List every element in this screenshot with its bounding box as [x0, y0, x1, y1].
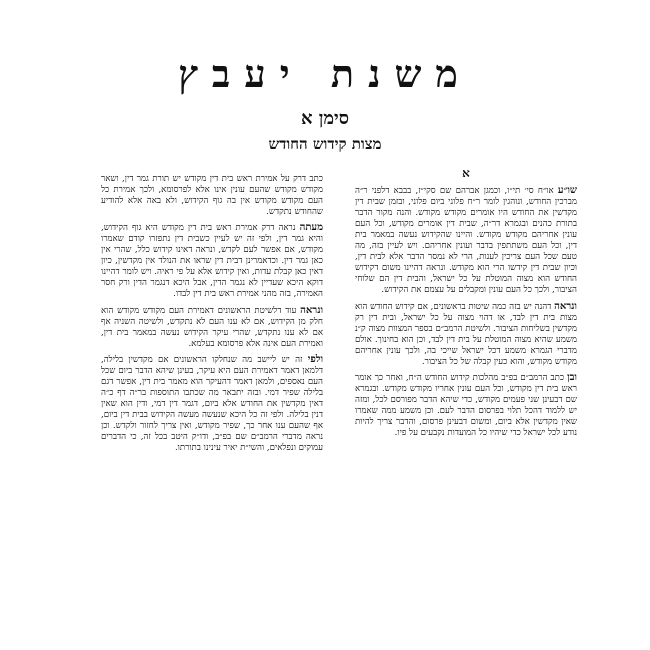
paragraph-text: או״ח סי׳ תי״ו, וכמגן אברהם שם סקי״ז, בבבא דלפני ר״ה מברכין החודש, ונוהגין לומר ר״ח פלוני ביום פלוני, ובזמן שבית דין מקדשין את החודש היו אומרים מקודש מקודש. והנה מקור הדבר בתורת כהנים ובגמרא דר״ה, שבית דין אומרים מקודש, וכל העם עונין אחריהם מקודש מקודש. והיינו שהקידוש נעשה במאמר בית דין, וכל העם משתתפין בדבר ועונין אחריהם. ויש לעיין בזה, מה טעם שכל העם צריכין לענות, הרי לא נמסר הדבר אלא לבית דין, וכיון שבית דין קידשו הרי הוא מקודש. ונראה דהיינו משום דקידוש החודש הוא מצוה המוטלת על כל ישראל, והבית דין הם שלוחי הציבור, ולכך כל העם עונין ומקבלים על עצמם את הקידוש.	[355, 186, 577, 296]
paragraph-lead-word: ולפי	[307, 353, 323, 365]
mitzvah-heading: מצות קידוש החודש	[268, 135, 382, 153]
paragraph	[355, 301, 577, 368]
paragraph-lead-word: שו״ע	[557, 185, 577, 197]
paragraph	[101, 173, 323, 218]
paragraph-text: זה יש ליישב מה שנחלקו הראשונים אם מקדשין בלילה, דלמאן דאמר דאמירת העם היא עיקר, בעינן שיהא הדבר ביום שכל העם נאספים, ולמאן דאמר דהעיקר הוא מאמר בית דין, אפשר דגם בלילה שפיר דמי. ובזה יתבאר מה שכתבו התוספות בר״ה דף כ״ה דאין מקדשין את החודש אלא ביום, דגמר דין דמי, ודין הוא שאין דנין בלילה. ולפי זה כל היכא שנעשה מעשה הקידוש בבית דין ביום, אף שהעם ענו אחר כך, שפיר מקודש, ואין צריך לחזור ולקדש. וכן נראה מדברי הרמב״ם שם בפ״ב, ודו״ק היטב בכל זה, כי הדברים עמוקים ונפלאים, והשי״ת יאיר עינינו בתורתו.	[101, 354, 323, 454]
paragraph	[355, 185, 577, 296]
book-title: משנת יעבץ	[178, 51, 472, 96]
paragraph-text: כתב הרמב״ם בפ״ב מהלכות קידוש החודש ה״ח, ואחר כך אומר ראש בית דין מקודש, וכל העם עונין אחריו מקודש מקודש. ובגמרא שם דבעינן שני פעמים מקודש, כדי שיהא הדבר מפורסם לכל, ומזה יש ללמוד דהכל תלוי בפרסום הדבר לעם. וכן משמע ממה שאמרו שאין מקדשין אלא ביום, ומשום דבעינן פרסום, והדבר צריך להיות נודע לכל ישראל כדי שיהיו כל המועדות נקבעים על פיו.	[355, 372, 577, 439]
paragraph	[101, 305, 323, 350]
section-letter: א	[462, 168, 470, 180]
paragraph-text: נראה דרק אמירת ראש בית דין מקודש היא גוף הקידוש, והיא גמר דין, ולפי זה יש לעיין כשבית דין נתפזרו קודם שאמרו מקודש, אם אפשר לעם לקדש, ונראה דאינו קידוש כלל, שהרי אין כאן גמר דין. וכדאמרינן דבית דין שראו את הנולד אין מקדשין, כיון דאין כאן קבלת עדות, ואין קידוש אלא על פי ראיה. ויש לומר דהיינו דוקא היכא שעדיין לא נגמר הדין, אבל היכא דנגמר הדין ורק חסר האמירה, בזה מהני אמירת ראש בית דין לבדו.	[101, 223, 323, 300]
paragraph	[101, 354, 323, 454]
paragraph-lead-word: ונראה	[554, 300, 577, 312]
paragraph-lead-word: ובן	[567, 371, 577, 383]
paragraph	[355, 372, 577, 439]
paragraph-lead-word: מעתה	[299, 222, 323, 234]
paragraph-text: עוד דלשיטת הראשונים דאמירת העם מקודש מקודש הוא חלק מן הקידוש, אם לא ענו העם לא נתקדש, ולשיטה השניה אף אם לא ענו נתקדש, שהרי עיקר הקידוש נעשה במאמר בית דין, ואמירת העם אינה אלא פרסומא בעלמא.	[101, 305, 323, 349]
left-text-column	[101, 173, 323, 553]
paragraph-text: כתב דרק על אמירת ראש בית דין מקודש יש תורת גמר דין, ושאר מקודש מקודש שהעם עונין אינו אלא לפרסומא, ולכך אמירת כל העם מקודש מקודש אין בה גוף הקידוש, ולא באה אלא להודיע שהחודש נתקדש.	[101, 174, 323, 218]
paragraph-text: דהנה יש בזה כמה שיטות בראשונים, אם קידוש החודש הוא מצות בית דין לבד, או דהוי מצוה על כל ישראל, ובית דין רק מקדשין בשליחות הציבור. ולשיטת הרמב״ם בספר המצוות מצוה ק״נ משמע שהיא מצוה המוטלת על בית דין לבד, וכן הוא בחינוך. אולם מדברי הגמרא משמע דכל ישראל שייכי בה, ולכך עונין אחריהם מקודש מקודש, והוא כעין קבלה של כל הציבור.	[355, 301, 577, 367]
siman-heading: סימן א	[300, 108, 350, 129]
paragraph-lead-word: ונראה	[300, 304, 323, 316]
right-text-column	[355, 168, 577, 633]
paragraph	[101, 222, 323, 300]
